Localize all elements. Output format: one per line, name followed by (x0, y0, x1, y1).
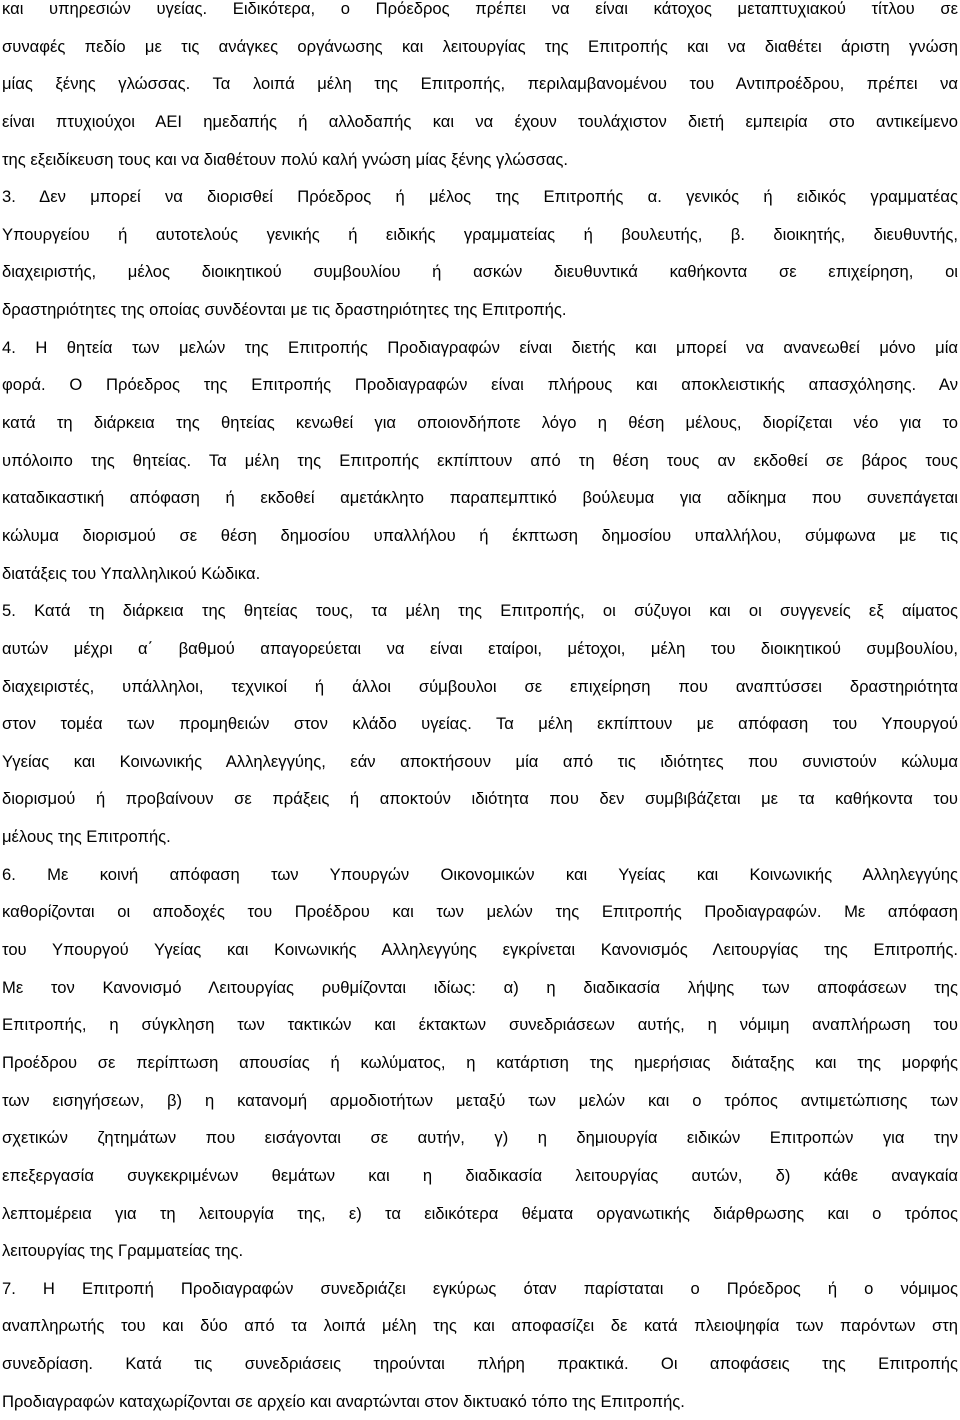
text-line: αυτών μέχρι α΄ βαθμού απαγορεύεται να είναι εταίροι, μέτοχοι, μέλη του διοικητικού συμβουλίου, (2, 638, 958, 658)
text-line: 5. Κατά τη διάρκεια της θητείας τους, τα μέλη της Επιτροπής, οι σύζυγοι και οι συγγενείς εξ αίματος (2, 601, 958, 621)
text-line: Προέδρου σε περίπτωση απουσίας ή κωλύματος, η κατάρτιση της ημερήσιας διάταξης και της μορφής (2, 1052, 958, 1072)
text-line: λεπτομέρεια για τη λειτουργία της, ε) τα ειδικότερα θέματα οργανωτικής διάρθρωσης και ο τρόπος (2, 1203, 958, 1223)
text-line: Προδιαγραφών καταχωρίζονται σε αρχείο και αναρτώνται στον δικτυακό τόπο της Επιτροπής. (2, 1391, 685, 1411)
text-line: των εισηγήσεων, β) η κατανομή αρμοδιοτήτων μεταξύ των μελών και ο τρόπος αντιμετώπισης των (2, 1090, 958, 1110)
text-line: φορά. Ο Πρόεδρος της Επιτροπής Προδιαγραφών είναι πλήρους και αποκλειστικής απασχόλησης. Αν (2, 375, 958, 395)
text-line: διαχειριστής, μέλος διοικητικού συμβουλίου ή ασκών διευθυντικά καθήκοντα σε επιχείρηση, οι (2, 262, 958, 282)
text-line: Υγείας και Κοινωνικής Αλληλεγγύης, εάν αποκτήσουν μία από τις ιδιότητες που συνιστούν κώλυμα (2, 751, 958, 771)
text-line: Με τον Κανονισμό Λειτουργίας ρυθμίζονται ιδίως: α) η διαδικασία λήψης των αποφάσεων της (2, 977, 958, 997)
text-line: 7. Η Επιτροπή Προδιαγραφών συνεδριάζει εγκύρως όταν παρίσταται ο Πρόεδρος ή ο νόμιμος (2, 1278, 958, 1298)
text-line: είναι πτυχιούχοι ΑΕΙ ημεδαπής ή αλλοδαπής και να έχουν τουλάχιστον διετή εμπειρία στο αντικείμενο (2, 111, 958, 131)
text-line: του Υπουργού Υγείας και Κοινωνικής Αλληλεγγύης εγκρίνεται Κανονισμός Λειτουργίας της Επιτροπής. (2, 940, 958, 960)
text-line: επεξεργασία συγκεκριμένων θεμάτων και η διαδικασία λειτουργίας αυτών, δ) κάθε αναγκαία (2, 1165, 958, 1185)
text-line: δραστηριότητες της οποίας συνδέονται με τις δραστηριότητες της Επιτροπής. (2, 300, 567, 320)
text-line: μίας ξένης γλώσσας. Τα λοιπά μέλη της Επιτροπής, περιλαμβανομένου του Αντιπροέδρου, πρέπει να (2, 74, 958, 94)
text-line: καθορίζονται οι αποδοχές του Προέδρου και των μελών της Επιτροπής Προδιαγραφών. Με απόφαση (2, 902, 958, 922)
text-line: 3. Δεν μπορεί να διορισθεί Πρόεδρος ή μέλος της Επιτροπής α. γενικός ή ειδικός γραμματέας (2, 187, 958, 207)
text-line: διαχειριστές, υπάλληλοι, τεχνικοί ή άλλοι σύμβουλοι σε επιχείρηση που αναπτύσσει δραστηριότητα (2, 676, 958, 696)
text-line: κατά τη διάρκεια της θητείας κενωθεί για οποιονδήποτε λόγο η θέση μέλους, διορίζεται νέο για το (2, 413, 958, 433)
text-line: 6. Με κοινή απόφαση των Υπουργών Οικονομικών και Υγείας και Κοινωνικής Αλληλεγγύης (2, 864, 958, 884)
text-line: Επιτροπής, η σύγκληση των τακτικών και έκτακτων συνεδριάσεων αυτής, η νόμιμη αναπλήρωση του (2, 1015, 958, 1035)
document-body-text (2, 0, 958, 1420)
text-line: 4. Η θητεία των μελών της Επιτροπής Προδιαγραφών είναι διετής και μπορεί να ανανεωθεί μόνο μία (2, 337, 958, 357)
text-line: διορισμού ή προβαίνουν σε πράξεις ή αποκτούν ιδιότητα που δεν συμβιβάζεται με τα καθήκοντα του (2, 789, 958, 809)
text-line: σχετικών ζητημάτων που εισάγονται σε αυτήν, γ) η δημιουργία ειδικών Επιτροπών για την (2, 1128, 958, 1148)
text-line: κώλυμα διορισμού σε θέση δημοσίου υπαλλήλου ή έκπτωση δημοσίου υπαλλήλου, σύμφωνα με τις (2, 525, 958, 545)
text-line: στον τομέα των προμηθειών στον κλάδο υγείας. Τα μέλη εκπίπτουν με απόφαση του Υπουργού (2, 714, 958, 734)
text-line: αναπληρωτής του και δύο από τα λοιπά μέλη της και αποφασίζει δε κατά πλειοψηφία των παρόντων στη (2, 1316, 958, 1336)
text-line: συναφές πεδίο με τις ανάγκες οργάνωσης και λειτουργίας της Επιτροπής και να διαθέτει άριστη γνώση (2, 36, 958, 56)
text-line: Υπουργείου ή αυτοτελούς γενικής ή ειδικής γραμματείας ή βουλευτής, β. διοικητής, διευθυντής, (2, 224, 958, 244)
text-line: διατάξεις του Υπαλληλικού Κώδικα. (2, 563, 261, 583)
text-line: μέλους της Επιτροπής. (2, 827, 171, 847)
text-line: καταδικαστική απόφαση ή εκδοθεί αμετάκλητο παραπεμπτικό βούλευμα για αδίκημα που συνεπάγεται (2, 488, 958, 508)
text-line: συνεδρίαση. Κατά τις συνεδριάσεις τηρούνται πλήρη πρακτικά. Οι αποφάσεις της Επιτροπής (2, 1354, 958, 1374)
text-line: λειτουργίας της Γραμματείας της. (2, 1241, 244, 1261)
text-line: της εξειδίκευση τους και να διαθέτουν πολύ καλή γνώση μίας ξένης γλώσσας. (2, 149, 569, 169)
text-line: υπόλοιπο της θητείας. Τα μέλη της Επιτροπής εκπίπτουν από τη θέση τους αν εκδοθεί σε βάρος τους (2, 450, 958, 470)
text-line: και υπηρεσιών υγείας. Ειδικότερα, ο Πρόεδρος πρέπει να είναι κάτοχος μεταπτυχιακού τίτλου σε (2, 0, 958, 18)
